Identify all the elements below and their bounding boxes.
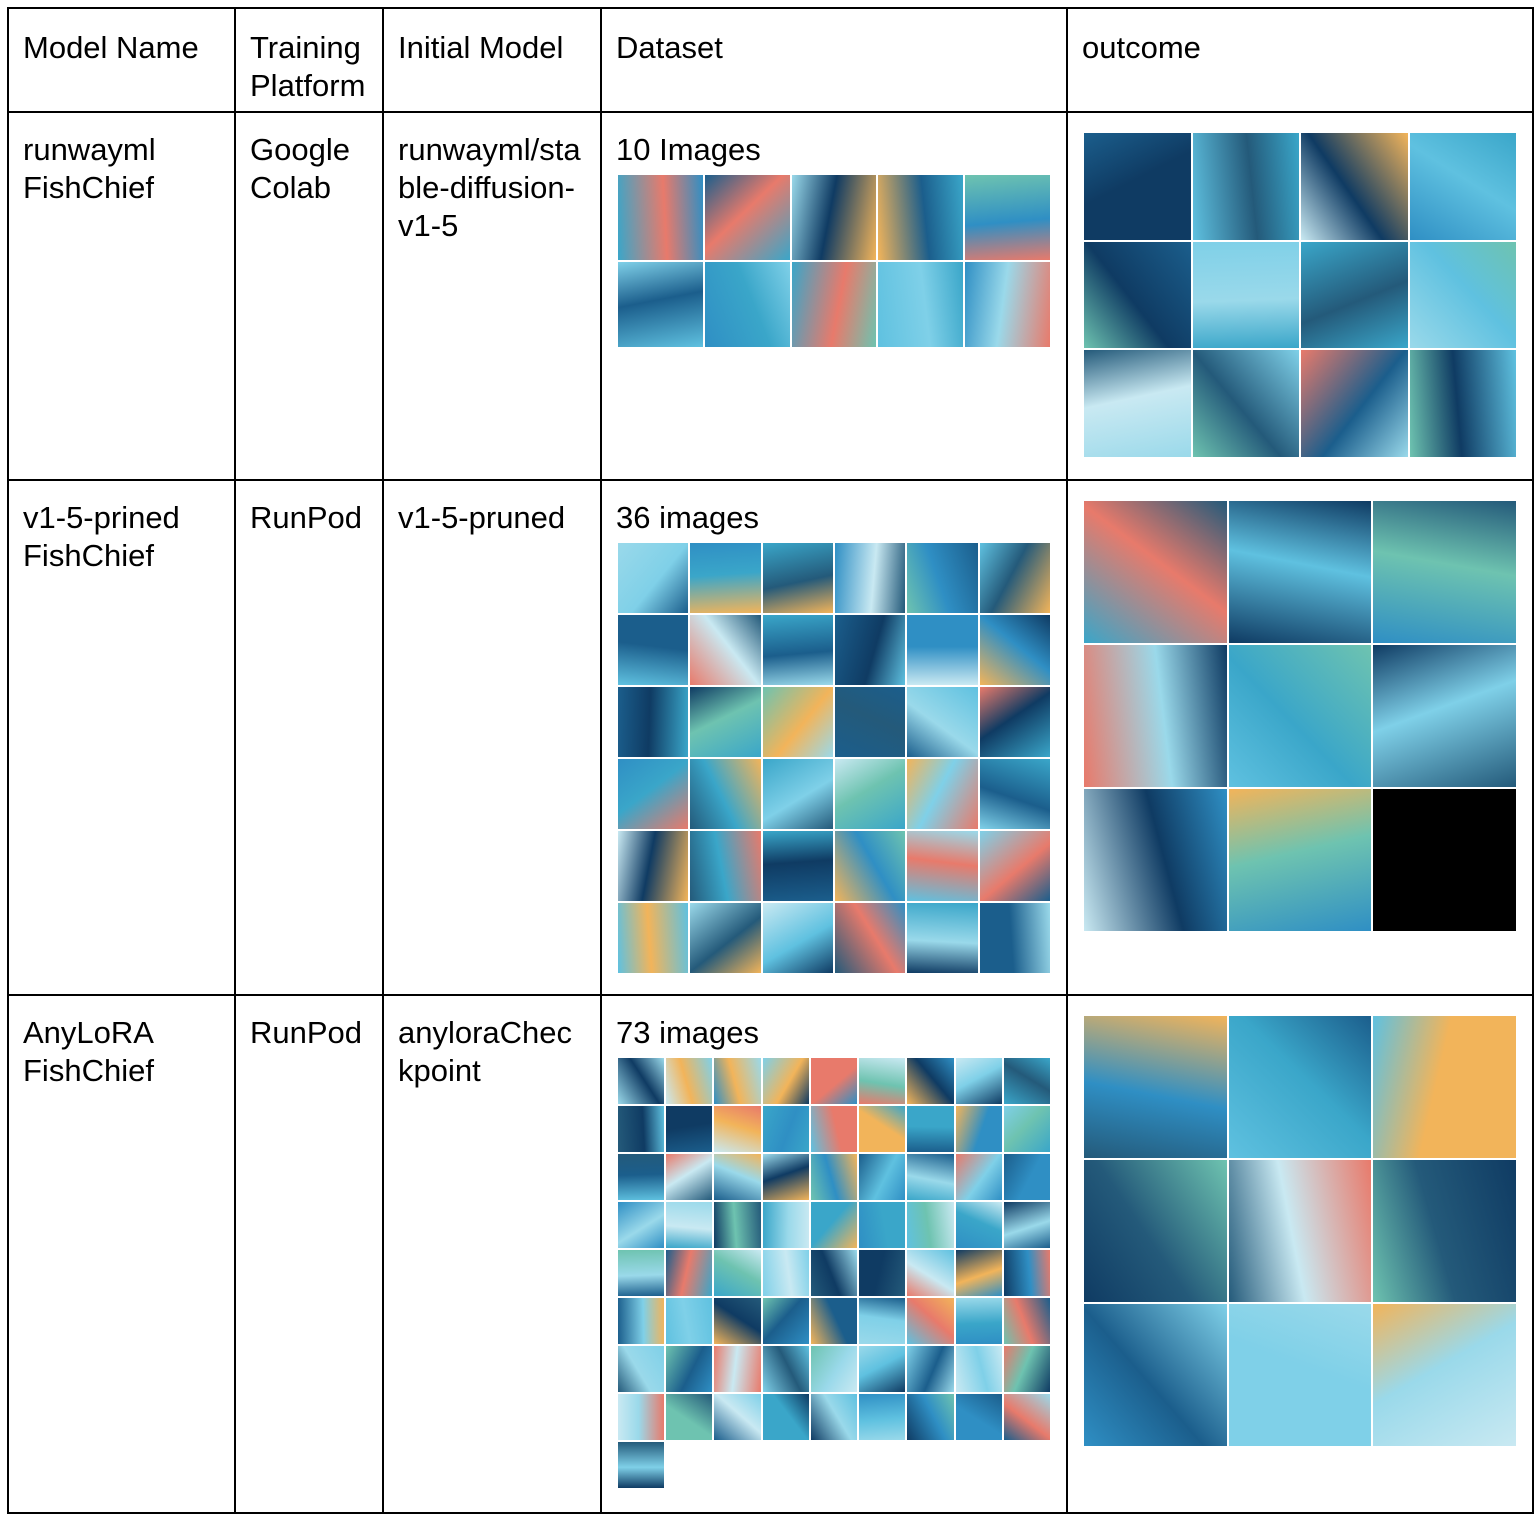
artwork-thumbnail (763, 903, 833, 973)
artwork-thumbnail (835, 759, 905, 829)
artwork-thumbnail (666, 1442, 712, 1488)
artwork-thumbnail (980, 615, 1050, 685)
artwork-thumbnail (811, 1058, 857, 1104)
artwork-thumbnail (859, 1202, 905, 1248)
artwork-thumbnail (763, 1442, 809, 1488)
artwork-thumbnail (714, 1442, 760, 1488)
artwork-thumbnail (907, 1442, 953, 1488)
artwork-thumbnail (956, 1154, 1002, 1200)
artwork-thumbnail (618, 1202, 664, 1248)
artwork-thumbnail (1004, 1394, 1050, 1440)
artwork-thumbnail (618, 831, 688, 901)
artwork-thumbnail (1004, 1202, 1050, 1248)
artwork-thumbnail (618, 1442, 664, 1488)
cell-initial-model: runwayml/stable-diffusion-v1-5 (383, 112, 601, 480)
artwork-thumbnail (618, 1154, 664, 1200)
artwork-thumbnail (1193, 133, 1300, 240)
artwork-thumbnail (956, 1394, 1002, 1440)
artwork-thumbnail (1084, 1304, 1227, 1446)
artwork-thumbnail (1193, 242, 1300, 349)
artwork-thumbnail (907, 543, 977, 613)
cell-initial-model: anyloraCheckpoint (383, 995, 601, 1513)
artwork-thumbnail (907, 1394, 953, 1440)
artwork-thumbnail (956, 1058, 1002, 1104)
cell-dataset: 73 images (601, 995, 1067, 1513)
artwork-thumbnail (763, 1058, 809, 1104)
model-comparison-table (7, 7, 1534, 1514)
artwork-thumbnail (1410, 242, 1517, 349)
artwork-thumbnail (859, 1346, 905, 1392)
artwork-thumbnail (835, 831, 905, 901)
artwork-thumbnail (666, 1058, 712, 1104)
outcome-image-grid (1084, 1016, 1516, 1446)
artwork-thumbnail (763, 759, 833, 829)
artwork-thumbnail (1084, 242, 1191, 349)
artwork-thumbnail (811, 1442, 857, 1488)
artwork-thumbnail (835, 903, 905, 973)
cell-platform: RunPod (235, 995, 383, 1513)
artwork-thumbnail (907, 1346, 953, 1392)
artwork-thumbnail (714, 1298, 760, 1344)
artwork-thumbnail (859, 1058, 905, 1104)
artwork-thumbnail (1084, 133, 1191, 240)
artwork-thumbnail (1373, 1304, 1516, 1446)
artwork-thumbnail (1229, 1160, 1372, 1302)
artwork-thumbnail (811, 1202, 857, 1248)
artwork-thumbnail (1004, 1442, 1050, 1488)
artwork-thumbnail (1229, 789, 1372, 931)
artwork-thumbnail (965, 175, 1050, 260)
outcome-image-grid (1084, 501, 1516, 931)
artwork-thumbnail (811, 1346, 857, 1392)
artwork-thumbnail (714, 1394, 760, 1440)
artwork-thumbnail (1301, 350, 1408, 457)
artwork-thumbnail (763, 1394, 809, 1440)
artwork-thumbnail (763, 1298, 809, 1344)
header-dataset: Dataset (601, 8, 1067, 112)
artwork-thumbnail (835, 543, 905, 613)
header-model-name: Model Name (8, 8, 235, 112)
artwork-thumbnail (666, 1250, 712, 1296)
artwork-thumbnail (792, 175, 877, 260)
artwork-thumbnail (763, 615, 833, 685)
artwork-thumbnail (763, 543, 833, 613)
artwork-thumbnail (1193, 350, 1300, 457)
artwork-thumbnail (792, 262, 877, 347)
header-row (8, 8, 1533, 112)
artwork-thumbnail (1084, 1016, 1227, 1158)
table-row (8, 995, 1533, 1513)
artwork-thumbnail (1373, 789, 1516, 931)
artwork-thumbnail (907, 1106, 953, 1152)
dataset-thumbnail-grid (618, 543, 1050, 973)
cell-model-name: runwayml FishChief (8, 112, 235, 480)
artwork-thumbnail (666, 1346, 712, 1392)
artwork-thumbnail (907, 831, 977, 901)
artwork-thumbnail (878, 262, 963, 347)
cell-dataset: 10 Images (601, 112, 1067, 480)
artwork-thumbnail (666, 1394, 712, 1440)
artwork-thumbnail (907, 1250, 953, 1296)
cell-model-name: AnyLoRA FishChief (8, 995, 235, 1513)
artwork-thumbnail (907, 1202, 953, 1248)
cell-model-name: v1-5-prined FishChief (8, 480, 235, 995)
artwork-thumbnail (907, 759, 977, 829)
artwork-thumbnail (907, 1154, 953, 1200)
artwork-thumbnail (956, 1106, 1002, 1152)
artwork-thumbnail (705, 262, 790, 347)
artwork-thumbnail (1229, 1016, 1372, 1158)
artwork-thumbnail (1410, 133, 1517, 240)
artwork-thumbnail (618, 759, 688, 829)
artwork-thumbnail (878, 175, 963, 260)
artwork-thumbnail (907, 687, 977, 757)
artwork-thumbnail (811, 1394, 857, 1440)
artwork-thumbnail (1373, 645, 1516, 787)
artwork-thumbnail (763, 687, 833, 757)
artwork-thumbnail (763, 1346, 809, 1392)
artwork-thumbnail (811, 1106, 857, 1152)
artwork-thumbnail (1084, 501, 1227, 643)
artwork-thumbnail (1410, 350, 1517, 457)
artwork-thumbnail (714, 1250, 760, 1296)
artwork-thumbnail (1004, 1250, 1050, 1296)
artwork-thumbnail (859, 1298, 905, 1344)
artwork-thumbnail (956, 1202, 1002, 1248)
artwork-thumbnail (811, 1154, 857, 1200)
artwork-thumbnail (980, 759, 1050, 829)
outcome-image-grid (1084, 133, 1516, 457)
artwork-thumbnail (1084, 789, 1227, 931)
artwork-thumbnail (618, 687, 688, 757)
artwork-thumbnail (956, 1298, 1002, 1344)
cell-initial-model: v1-5-pruned (383, 480, 601, 995)
artwork-thumbnail (1004, 1058, 1050, 1104)
artwork-thumbnail (956, 1442, 1002, 1488)
artwork-thumbnail (1004, 1106, 1050, 1152)
cell-platform: Google Colab (235, 112, 383, 480)
artwork-thumbnail (956, 1346, 1002, 1392)
artwork-thumbnail (1229, 645, 1372, 787)
artwork-thumbnail (618, 903, 688, 973)
artwork-thumbnail (811, 1250, 857, 1296)
artwork-thumbnail (618, 262, 703, 347)
cell-platform: RunPod (235, 480, 383, 995)
artwork-thumbnail (618, 615, 688, 685)
header-initial-model: Initial Model (383, 8, 601, 112)
artwork-thumbnail (811, 1298, 857, 1344)
artwork-thumbnail (859, 1394, 905, 1440)
artwork-thumbnail (835, 615, 905, 685)
artwork-thumbnail (859, 1442, 905, 1488)
artwork-thumbnail (690, 543, 760, 613)
dataset-thumbnail-grid (618, 175, 1050, 347)
artwork-thumbnail (618, 1106, 664, 1152)
header-outcome: outcome (1067, 8, 1533, 112)
artwork-thumbnail (859, 1154, 905, 1200)
artwork-thumbnail (690, 615, 760, 685)
artwork-thumbnail (1229, 501, 1372, 643)
cell-outcome (1067, 112, 1533, 480)
artwork-thumbnail (980, 831, 1050, 901)
artwork-thumbnail (690, 759, 760, 829)
artwork-thumbnail (859, 1250, 905, 1296)
artwork-thumbnail (1229, 1304, 1372, 1446)
artwork-thumbnail (714, 1154, 760, 1200)
artwork-thumbnail (763, 1202, 809, 1248)
artwork-thumbnail (1004, 1346, 1050, 1392)
artwork-thumbnail (714, 1106, 760, 1152)
artwork-thumbnail (1373, 1016, 1516, 1158)
artwork-thumbnail (1301, 133, 1408, 240)
artwork-thumbnail (1084, 645, 1227, 787)
artwork-thumbnail (980, 687, 1050, 757)
artwork-thumbnail (956, 1250, 1002, 1296)
artwork-thumbnail (1004, 1154, 1050, 1200)
artwork-thumbnail (714, 1202, 760, 1248)
artwork-thumbnail (618, 175, 703, 260)
artwork-thumbnail (763, 1106, 809, 1152)
artwork-thumbnail (907, 1058, 953, 1104)
artwork-thumbnail (690, 903, 760, 973)
artwork-thumbnail (714, 1058, 760, 1104)
artwork-thumbnail (965, 262, 1050, 347)
artwork-thumbnail (1373, 1160, 1516, 1302)
cell-outcome (1067, 995, 1533, 1513)
artwork-thumbnail (763, 831, 833, 901)
artwork-thumbnail (666, 1154, 712, 1200)
artwork-thumbnail (690, 831, 760, 901)
artwork-thumbnail (1084, 1160, 1227, 1302)
artwork-thumbnail (618, 1394, 664, 1440)
artwork-thumbnail (907, 903, 977, 973)
artwork-thumbnail (618, 543, 688, 613)
artwork-thumbnail (835, 687, 905, 757)
artwork-thumbnail (763, 1154, 809, 1200)
artwork-thumbnail (907, 615, 977, 685)
artwork-thumbnail (618, 1346, 664, 1392)
artwork-thumbnail (1301, 242, 1408, 349)
artwork-thumbnail (907, 1298, 953, 1344)
artwork-thumbnail (859, 1106, 905, 1152)
artwork-thumbnail (690, 687, 760, 757)
artwork-thumbnail (618, 1250, 664, 1296)
artwork-thumbnail (980, 543, 1050, 613)
artwork-thumbnail (666, 1106, 712, 1152)
artwork-thumbnail (980, 903, 1050, 973)
cell-dataset: 36 images (601, 480, 1067, 995)
artwork-thumbnail (714, 1346, 760, 1392)
cell-outcome (1067, 480, 1533, 995)
artwork-thumbnail (763, 1250, 809, 1296)
table-row (8, 112, 1533, 480)
dataset-thumbnail-grid (618, 1058, 1050, 1488)
artwork-thumbnail (1084, 350, 1191, 457)
artwork-thumbnail (618, 1298, 664, 1344)
artwork-thumbnail (1373, 501, 1516, 643)
artwork-thumbnail (705, 175, 790, 260)
artwork-thumbnail (618, 1058, 664, 1104)
header-training-platform: Training Platform (235, 8, 383, 112)
artwork-thumbnail (666, 1298, 712, 1344)
artwork-thumbnail (666, 1202, 712, 1248)
table-row (8, 480, 1533, 995)
artwork-thumbnail (1004, 1298, 1050, 1344)
